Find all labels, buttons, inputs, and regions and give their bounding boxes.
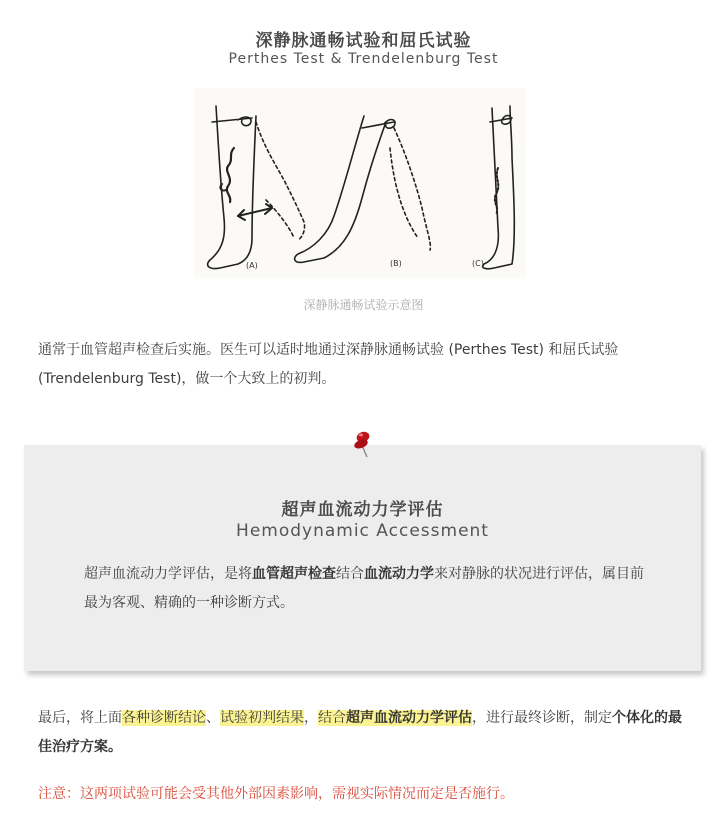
pushpin-icon <box>351 427 377 459</box>
highlight-test-result: 试验初判结果 <box>220 710 304 726</box>
figure-label-a: (A) <box>246 261 258 270</box>
card-body-bold: 血流动力学 <box>364 566 434 582</box>
card-body <box>84 560 644 618</box>
conclusion-text: 最后，将上面 <box>38 710 122 726</box>
highlight-combined <box>318 710 472 726</box>
leg-test-illustration <box>194 88 526 278</box>
figure-label-b: (B) <box>390 259 402 268</box>
conclusion-paragraph <box>38 704 693 762</box>
conclusion-text: ， <box>304 710 318 726</box>
card-body-text: 超声血流动力学评估，是将 <box>84 566 252 582</box>
card-body-text: 来对静脉的状况进行评估，属目前最为客观、精确的一种诊断方式。 <box>84 566 644 611</box>
warning-note: 注意：这两项试验可能会受其他外部因素影响，需视实际情况而定是否施行。 <box>38 786 514 802</box>
page-subtitle: Perthes Test & Trendelenburg Test <box>228 51 499 67</box>
highlight-diagnosis: 各种诊断结论 <box>122 710 206 726</box>
card-body-text: 结合 <box>336 566 364 582</box>
conclusion-text: 、 <box>206 710 220 726</box>
figure-caption: 深静脉通畅试验示意图 <box>303 298 424 312</box>
card-body-bold: 血管超声检查 <box>252 566 336 582</box>
page-title: 深静脉通畅试验和屈氏试验 <box>255 31 472 51</box>
intro-paragraph: 通常于血管超声检查后实施。医生可以适时地通过深静脉通畅试验 (Perthes Test) 和屈氏试验 (Trendelenburg Test)，做一个大致上的初判。 <box>38 342 619 387</box>
conclusion-bold: 个体化的最佳治疗方案。 <box>38 710 682 755</box>
figure-label-c: (C) <box>472 259 484 268</box>
highlight-combined-text: 结合 <box>318 710 346 726</box>
conclusion-text: ，进行最终诊断，制定 <box>472 710 612 726</box>
highlight-combined-bold: 超声血流动力学评估 <box>346 710 472 726</box>
hemodynamic-card <box>24 445 701 671</box>
card-subtitle: Hemodynamic Accessment <box>236 521 489 541</box>
card-title: 超声血流动力学评估 <box>281 500 444 520</box>
